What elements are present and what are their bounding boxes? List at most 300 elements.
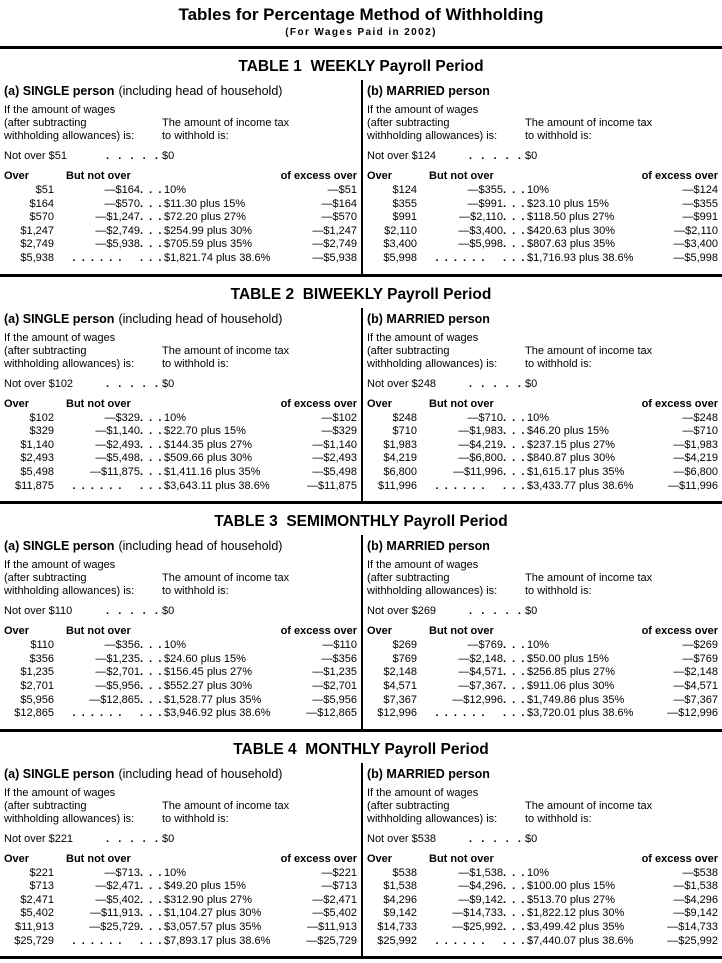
excess-over-cell: —$3,400 (673, 238, 718, 251)
excess-over-cell: —$7,367 (673, 693, 718, 706)
leader-dots: . . . . . (469, 605, 521, 618)
wages-caption-line: If the amount of wages (367, 559, 479, 572)
table-2-columns (0, 308, 722, 502)
document-header (0, 0, 722, 39)
not-over-amount: $124 (411, 150, 437, 162)
not-over-amount: $538 (411, 832, 437, 845)
not-over-prefix: Not over (4, 605, 46, 618)
tax-amount-cell: $807.63 plus 35% (527, 238, 616, 251)
head-of-household-qualifier: (including head of household) (118, 766, 283, 781)
but-not-over-cell: —$11,913 (90, 907, 140, 920)
tax-amount-cell: $1,615.17 plus 35% (527, 465, 625, 478)
tax-caption-line: The amount of income tax (162, 572, 290, 585)
not-over-line (4, 149, 357, 163)
over-cell: $9,142 (383, 907, 417, 920)
leader-dots: . . . (503, 707, 525, 720)
not-over-prefix: Not over (4, 377, 46, 390)
over-cell: $3,400 (383, 238, 417, 251)
leader-dots: . . . (140, 411, 162, 424)
leader-dots: . . . (503, 907, 525, 920)
zero-withholding-amount: $0 (525, 605, 538, 618)
excess-over-cell: —$713 (321, 880, 357, 893)
over-cell: $1,247 (20, 224, 54, 237)
column-header-over: Over (367, 397, 393, 410)
tax-caption-line: to withhold is: (525, 812, 592, 825)
wages-caption-line: If the amount of wages (367, 104, 479, 116)
bracket-header-row (4, 624, 357, 639)
but-not-over-cell: —$12,996 (452, 693, 503, 706)
leader-dots: . . . (140, 880, 162, 893)
table-3-semimonthly (0, 504, 722, 732)
excess-over-cell: —$12,865 (306, 707, 357, 720)
bracket-row (367, 921, 718, 935)
column-header-of-excess-over: of excess over (280, 170, 357, 182)
but-not-over-cell: —$5,402 (95, 893, 140, 906)
excess-over-cell: —$110 (322, 639, 357, 652)
bracket-row (367, 425, 718, 439)
over-cell: $4,296 (383, 893, 417, 906)
but-not-over-cell: —$5,956 (95, 679, 140, 692)
column-header-but-not-over: But not over (66, 625, 131, 638)
tax-caption-line: to withhold is: (162, 130, 229, 142)
tax-caption (162, 572, 289, 598)
over-cell: $269 (392, 639, 417, 652)
not-over-prefix: Not over (4, 832, 46, 845)
tax-caption-line: The amount of income tax (525, 117, 653, 129)
not-over-amount: $269 (411, 605, 437, 618)
not-over-prefix: Not over (4, 150, 46, 162)
bracket-row (367, 666, 718, 680)
tax-caption-line: The amount of income tax (162, 344, 290, 357)
over-cell: $11,996 (378, 479, 417, 492)
leader-dots: . . . . . (106, 605, 158, 618)
bracket-row (367, 439, 718, 453)
not-over-label (4, 832, 104, 846)
tax-amount-cell: $911.06 plus 30% (527, 679, 615, 692)
excess-over-cell: —$269 (682, 639, 718, 652)
excess-over-cell: —$102 (321, 411, 357, 424)
over-cell: $5,402 (20, 907, 54, 920)
leader-dots: . . . (503, 197, 525, 210)
wages-caption-line: withholding allowances) is: (4, 130, 135, 142)
not-over-label (4, 149, 104, 163)
but-not-over-cell: —$1,140 (95, 425, 140, 438)
excess-over-cell: —$14,733 (667, 921, 718, 934)
leader-dots: . . . (140, 184, 162, 196)
leader-dots: . . . (140, 866, 162, 879)
table-3-columns (0, 535, 722, 729)
bracket-header-row (4, 397, 357, 412)
column-header-over: Over (4, 397, 30, 410)
but-not-over-cell: . . . . . . (72, 707, 122, 720)
over-cell: $2,110 (384, 224, 417, 237)
over-cell: $2,471 (20, 893, 54, 906)
table-2-single-section (0, 308, 361, 502)
leader-dots: . . . (503, 425, 525, 438)
leader-dots: . . . (503, 880, 525, 893)
tax-amount-cell: $237.15 plus 27% (527, 438, 616, 451)
excess-over-cell: —$1,235 (312, 666, 357, 679)
column-captions (367, 104, 718, 143)
wages-caption-line: withholding allowances) is: (367, 812, 498, 825)
tax-amount-cell: $7,893.17 plus 38.6% (164, 934, 271, 947)
wages-caption-line: If the amount of wages (4, 786, 116, 799)
tax-amount-cell: $144.35 plus 27% (164, 438, 253, 451)
but-not-over-cell: —$355 (467, 184, 503, 196)
but-not-over-cell: —$4,571 (458, 666, 503, 679)
not-over-prefix: Not over (367, 605, 409, 618)
leader-dots: . . . . . (469, 150, 521, 162)
over-cell: $12,865 (14, 707, 54, 720)
tax-caption-line: The amount of income tax (525, 572, 653, 585)
excess-over-cell: —$991 (682, 211, 718, 224)
excess-over-cell: —$4,571 (673, 679, 718, 692)
over-cell: $710 (392, 425, 417, 438)
section-heading (367, 539, 718, 554)
tax-caption (525, 572, 652, 598)
tax-caption (162, 800, 289, 826)
tax-caption-line: The amount of income tax (162, 799, 290, 812)
zero-withholding-amount: $0 (162, 605, 175, 618)
not-over-label (367, 149, 467, 163)
not-over-label (4, 604, 104, 618)
but-not-over-cell: —$5,998 (458, 238, 503, 251)
leader-dots: . . . (503, 479, 525, 492)
but-not-over-cell: —$2,701 (95, 666, 140, 679)
bracket-row (4, 184, 357, 198)
but-not-over-cell: —$164 (104, 184, 140, 196)
over-cell: $221 (29, 866, 54, 879)
over-cell: $991 (392, 211, 417, 224)
bracket-header-row (367, 169, 718, 184)
over-cell: $713 (29, 880, 54, 893)
but-not-over-cell: —$710 (467, 411, 503, 424)
excess-over-cell: —$6,800 (673, 465, 718, 478)
tax-amount-cell: $509.66 plus 30% (164, 452, 253, 465)
table-4-title: TABLE 4 MONTHLY Payroll Period (233, 740, 489, 758)
but-not-over-cell: —$5,498 (95, 452, 140, 465)
table-4-married-section (361, 763, 722, 957)
leader-dots: . . . (140, 679, 162, 692)
over-cell: $570 (29, 211, 54, 224)
wages-caption-line: (after subtracting (4, 117, 87, 129)
bracket-row (4, 680, 357, 694)
wages-caption-line: withholding allowances) is: (4, 357, 135, 370)
not-over-label (367, 377, 467, 391)
tax-amount-cell: $840.87 plus 30% (527, 452, 616, 465)
page-subtitle: (For Wages Paid in 2002) (285, 27, 437, 38)
column-header-but-not-over: But not over (429, 397, 494, 410)
wages-caption-line: If the amount of wages (367, 786, 479, 799)
tax-amount-cell: 10% (527, 639, 550, 652)
tax-amount-cell: $1,104.27 plus 30% (164, 907, 262, 920)
over-cell: $248 (392, 411, 417, 424)
but-not-over-cell: —$1,538 (458, 866, 503, 879)
excess-over-cell: —$25,729 (306, 934, 357, 947)
leader-dots: . . . (140, 224, 162, 237)
bracket-row (367, 867, 718, 881)
leader-dots: . . . (503, 452, 525, 465)
tax-amount-cell: $46.20 plus 15% (527, 425, 609, 438)
column-header-of-excess-over: of excess over (641, 170, 718, 182)
but-not-over-cell: —$11,875 (90, 465, 140, 478)
but-not-over-cell: —$6,800 (458, 452, 503, 465)
tax-amount-cell: $312.90 plus 27% (164, 893, 253, 906)
leader-dots: . . . (140, 197, 162, 210)
not-over-line (4, 832, 357, 846)
but-not-over-cell: —$2,148 (458, 652, 503, 665)
over-cell: $355 (392, 197, 417, 210)
bracket-header-row (4, 852, 357, 867)
column-header-of-excess-over: of excess over (641, 625, 718, 638)
over-cell: $12,996 (377, 707, 417, 720)
but-not-over-cell: —$12,865 (89, 693, 140, 706)
tax-amount-cell: $118.50 plus 27% (527, 211, 615, 224)
tax-caption (162, 117, 289, 143)
excess-over-cell: —$4,296 (673, 893, 718, 906)
over-cell: $1,235 (20, 666, 54, 679)
but-not-over-cell: —$713 (104, 866, 140, 879)
over-cell: $51 (35, 184, 54, 196)
leader-dots: . . . (503, 934, 525, 947)
table-1-weekly (0, 49, 722, 277)
over-cell: $2,749 (20, 238, 54, 251)
but-not-over-cell: —$14,733 (452, 907, 503, 920)
page-title: Tables for Percentage Method of Withholding (178, 5, 544, 24)
section-heading (367, 767, 718, 782)
over-cell: $7,367 (383, 693, 417, 706)
wages-caption-line: (after subtracting (367, 799, 450, 812)
excess-over-cell: —$2,749 (312, 238, 357, 251)
tax-amount-cell: $1,749.86 plus 35% (527, 693, 625, 706)
leader-dots: . . . (140, 652, 162, 665)
leader-dots: . . . (503, 639, 525, 652)
but-not-over-cell: —$2,110 (459, 211, 503, 224)
leader-dots: . . . . . (469, 377, 521, 390)
but-not-over-cell: —$11,996 (453, 465, 503, 478)
but-not-over-cell: —$7,367 (458, 679, 503, 692)
bracket-row (367, 480, 718, 494)
bracket-row (4, 666, 357, 680)
bracket-row (4, 867, 357, 881)
excess-over-cell: —$356 (321, 652, 357, 665)
bracket-row (367, 680, 718, 694)
bracket-row (367, 184, 718, 198)
single-person-label: (a) SINGLE person (4, 766, 115, 781)
over-cell: $102 (29, 411, 54, 424)
section-heading (4, 84, 357, 99)
married-person-label: (b) MARRIED person (367, 84, 490, 98)
over-cell: $5,956 (20, 693, 54, 706)
leader-dots: . . . (140, 238, 162, 251)
wages-caption-line: (after subtracting (4, 572, 87, 585)
leader-dots: . . . (140, 639, 162, 652)
but-not-over-cell: —$329 (104, 411, 140, 424)
tax-amount-cell: $23.10 plus 15% (527, 197, 609, 210)
tax-amount-cell: $1,411.16 plus 35% (164, 465, 261, 478)
not-over-amount: $221 (48, 832, 74, 845)
wages-caption-line: withholding allowances) is: (367, 357, 498, 370)
over-cell: $6,800 (383, 465, 417, 478)
bracket-row (367, 653, 718, 667)
bracket-row (4, 707, 357, 721)
wages-caption-line: If the amount of wages (4, 331, 116, 344)
section-heading (4, 312, 357, 327)
tax-amount-cell: $705.59 plus 35% (164, 238, 253, 251)
tax-amount-cell: $3,946.92 plus 38.6% (164, 707, 271, 720)
over-cell: $25,729 (14, 934, 54, 947)
tax-amount-cell: $3,720.01 plus 38.6% (527, 707, 634, 720)
leader-dots: . . . (503, 224, 525, 237)
head-of-household-qualifier: (including head of household) (118, 539, 283, 554)
bracket-row (367, 880, 718, 894)
zero-withholding-amount: $0 (162, 832, 175, 845)
wages-caption-line: If the amount of wages (4, 559, 116, 572)
excess-over-cell: —$11,875 (307, 479, 357, 492)
tax-caption-line: to withhold is: (525, 357, 592, 370)
bracket-header-row (367, 852, 718, 867)
over-cell: $1,140 (20, 438, 54, 451)
excess-over-cell: —$12,996 (667, 707, 718, 720)
column-header-over: Over (4, 170, 30, 182)
not-over-line (4, 604, 357, 618)
but-not-over-cell: —$4,219 (458, 438, 503, 451)
bracket-row (367, 211, 718, 225)
bracket-row (367, 694, 718, 708)
tax-amount-cell: $7,440.07 plus 38.6% (527, 934, 634, 947)
head-of-household-qualifier: (including head of household) (118, 311, 283, 326)
leader-dots: . . . (503, 693, 525, 706)
leader-dots: . . . (503, 652, 525, 665)
excess-over-cell: —$51 (327, 184, 357, 196)
table-1-columns (0, 80, 722, 274)
bracket-row (367, 225, 718, 239)
bracket-row (367, 412, 718, 426)
tax-amount-cell: $513.70 plus 27% (527, 893, 616, 906)
bracket-row (4, 694, 357, 708)
bracket-row (367, 466, 718, 480)
tax-caption-line: The amount of income tax (162, 117, 290, 129)
leader-dots: . . . (503, 438, 525, 451)
excess-over-cell: —$1,983 (673, 438, 718, 451)
tax-caption (525, 800, 652, 826)
excess-over-cell: —$4,219 (673, 452, 718, 465)
tax-amount-cell: $1,716.93 plus 38.6% (527, 251, 634, 264)
tax-caption (162, 345, 289, 371)
tax-caption-line: to withhold is: (162, 812, 229, 825)
bracket-row (4, 439, 357, 453)
bracket-row (4, 425, 357, 439)
over-cell: $14,733 (377, 921, 417, 934)
column-captions (4, 559, 357, 598)
tax-amount-cell: $22.70 plus 15% (164, 425, 246, 438)
column-captions (4, 104, 357, 143)
wages-caption-line: (after subtracting (367, 572, 450, 585)
tax-amount-cell: $1,528.77 plus 35% (164, 693, 262, 706)
wages-caption-line: (after subtracting (367, 344, 450, 357)
but-not-over-cell: —$25,729 (89, 921, 140, 934)
but-not-over-cell: —$3,400 (458, 224, 503, 237)
over-cell: $5,498 (20, 465, 54, 478)
tax-amount-cell: $3,499.42 plus 35% (527, 921, 625, 934)
tax-caption-line: to withhold is: (162, 585, 229, 598)
but-not-over-cell: —$5,938 (95, 238, 140, 251)
excess-over-cell: —$248 (682, 411, 718, 424)
column-header-over: Over (4, 625, 30, 638)
tax-amount-cell: $420.63 plus 30% (527, 224, 616, 237)
tax-amount-cell: $50.00 plus 15% (527, 652, 609, 665)
bracket-row (4, 894, 357, 908)
tax-amount-cell: 10% (164, 184, 187, 196)
not-over-line (367, 832, 718, 846)
table-3-single-section (0, 535, 361, 729)
but-not-over-cell: —$570 (104, 197, 140, 210)
married-person-label: (b) MARRIED person (367, 311, 490, 326)
leader-dots: . . . . . (106, 377, 158, 390)
excess-over-cell: —$11,996 (668, 479, 718, 492)
section-heading (367, 312, 718, 327)
but-not-over-cell: . . . . . . (72, 251, 122, 264)
excess-over-cell: —$329 (321, 425, 357, 438)
but-not-over-cell: . . . . . . (72, 934, 122, 947)
excess-over-cell: —$164 (321, 197, 357, 210)
excess-over-cell: —$769 (682, 652, 718, 665)
column-captions (367, 332, 718, 371)
tax-amount-cell: 10% (527, 411, 550, 424)
excess-over-cell: —$9,142 (673, 907, 718, 920)
column-header-of-excess-over: of excess over (280, 852, 357, 865)
excess-over-cell: —$2,493 (312, 452, 357, 465)
not-over-label (367, 604, 467, 618)
excess-over-cell: —$1,140 (312, 438, 357, 451)
bracket-row (4, 653, 357, 667)
over-cell: $11,913 (15, 921, 54, 934)
excess-over-cell: —$1,247 (312, 224, 357, 237)
but-not-over-cell: —$769 (467, 639, 503, 652)
zero-withholding-amount: $0 (525, 150, 538, 162)
bracket-row (367, 639, 718, 653)
bracket-row (4, 880, 357, 894)
excess-over-cell: —$710 (682, 425, 718, 438)
over-cell: $329 (29, 425, 54, 438)
wages-caption-line: (after subtracting (4, 799, 87, 812)
but-not-over-cell: —$25,992 (452, 921, 503, 934)
wages-caption-line: withholding allowances) is: (367, 130, 498, 142)
zero-withholding-amount: $0 (162, 150, 175, 162)
leader-dots: . . . (140, 211, 162, 224)
bracket-row (367, 894, 718, 908)
tax-amount-cell: $1,822.12 plus 30% (527, 907, 625, 920)
leader-dots: . . . (503, 184, 525, 196)
leader-dots: . . . (503, 666, 525, 679)
bracket-row (4, 907, 357, 921)
leader-dots: . . . (140, 907, 162, 920)
wages-caption-line: (after subtracting (367, 117, 450, 129)
excess-over-cell: —$538 (682, 866, 718, 879)
excess-over-cell: —$5,956 (312, 693, 357, 706)
excess-over-cell: —$5,498 (312, 465, 357, 478)
bracket-row (4, 480, 357, 494)
bracket-row (4, 198, 357, 212)
table-1-title: TABLE 1 WEEKLY Payroll Period (238, 58, 484, 75)
not-over-line (367, 377, 718, 391)
column-header-but-not-over: But not over (429, 852, 494, 865)
tax-caption-line: The amount of income tax (525, 344, 653, 357)
not-over-line (367, 604, 718, 618)
single-person-label: (a) SINGLE person (4, 84, 115, 98)
but-not-over-cell: —$9,142 (458, 893, 503, 906)
tax-amount-cell: 10% (164, 411, 187, 424)
